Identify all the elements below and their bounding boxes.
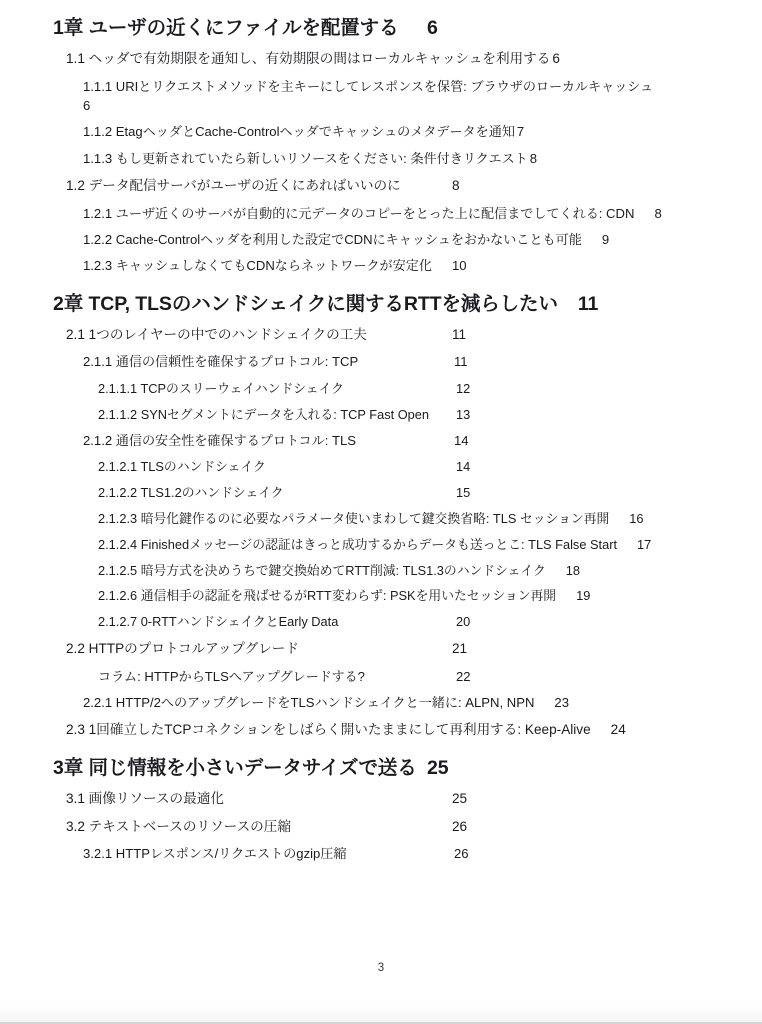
toc-entry-title: 2.1.2.7 0-RTTハンドシェイクとEarly Data (98, 614, 339, 630)
toc-entry-title: コラム: HTTPからTLSへアップグレードする? (98, 668, 365, 684)
toc-entry-page-number: 12 (456, 380, 471, 396)
toc-entry-title: 2.2 HTTPのプロトコルアップグレード (66, 641, 299, 657)
toc-entry[interactable] (0, 536, 762, 554)
toc-entry[interactable] (0, 177, 762, 195)
toc-entry-page-number: 23 (554, 695, 569, 711)
toc-entry-title: 2.1.2.3 暗号化鍵作るのに必要なパラメータ使いまわして鍵交換省略: TLS セッション再開 (98, 510, 610, 526)
toc-entry-title: 2.2.1 HTTP/2へのアップグレードをTLSハンドシェイクと一緒に: ALPN, NPN (83, 695, 535, 711)
toc-entry-title: 1.1 ヘッダで有効期限を通知し、有効期限の間はローカルキャッシュを利用する (66, 51, 551, 67)
toc-entry[interactable] (0, 613, 762, 631)
toc-entry-page-number: 20 (456, 614, 471, 630)
toc-entry-page-number: 6 (427, 17, 438, 39)
toc-entry[interactable] (0, 562, 762, 580)
toc-entry-page-number: 6 (83, 98, 91, 114)
toc-entry[interactable] (0, 380, 762, 398)
toc-entry-title: 3.2.1 HTTPレスポンス/リクエストのgzip圧縮 (83, 846, 347, 862)
toc-entry-page-number: 11 (452, 326, 467, 342)
toc-entry-title: 2.1.1.2 SYNセグメントにデータを入れる: TCP Fast Open (98, 406, 430, 422)
toc-entry[interactable] (0, 640, 762, 658)
toc-entry[interactable] (0, 150, 762, 168)
toc-entry[interactable] (0, 510, 762, 528)
toc-entry[interactable] (0, 231, 762, 249)
toc-entry-title: 2.3 1回確立したTCPコネクションをしばらく開いたままにして再利用する: Keep-Alive (66, 722, 591, 738)
toc-entry[interactable] (0, 123, 762, 141)
toc-entry-title: 2章 TCP, TLSのハンドシェイクに関するRTTを減らしたい (53, 292, 558, 315)
toc-entry[interactable] (0, 292, 762, 317)
toc-entry-page-number: 8 (654, 205, 662, 221)
toc-entry[interactable] (0, 694, 762, 712)
toc-entry-title: 2.1.2.1 TLSのハンドシェイク (98, 458, 266, 474)
toc-entry-page-number: 17 (637, 536, 652, 552)
toc-entry-title: 2.1.2 通信の安全性を確保するプロトコル: TLS (83, 432, 357, 448)
toc-entry-page-number: 8 (529, 150, 538, 166)
toc-entry[interactable] (0, 205, 762, 223)
toc-entry[interactable] (0, 818, 762, 836)
toc-entry-page-number: 8 (452, 178, 460, 194)
toc-entry-page-number: 7 (516, 124, 525, 140)
toc-entry[interactable] (0, 78, 762, 116)
toc-entry-page-number: 14 (454, 432, 469, 448)
toc-entry-title: 3章 同じ情報を小さいデータサイズで送る (53, 756, 417, 779)
toc-entry[interactable] (0, 790, 762, 808)
toc-entry-page-number: 13 (456, 406, 471, 422)
toc-entry-page-number: 26 (452, 818, 468, 834)
toc-entry-title: 1.1.2 EtagヘッダとCache-Controlヘッダでキャッシュのメタデータを通知 (83, 124, 515, 140)
toc-entry[interactable] (0, 484, 762, 502)
toc-entry-title: 2.1.1 通信の信頼性を確保するプロトコル: TCP (83, 354, 359, 370)
toc-entry[interactable] (0, 845, 762, 863)
toc-entry-title: 2.1.1.1 TCPのスリーウェイハンドシェイク (98, 380, 344, 396)
toc-entry[interactable] (0, 756, 762, 781)
toc-entry-page-number: 15 (456, 484, 471, 500)
toc-entry[interactable] (0, 668, 762, 686)
toc-entry-title: 1.2 データ配信サーバがユーザの近くにあればいいのに (66, 178, 401, 194)
toc-entry-title: 3.1 画像リソースの最適化 (66, 791, 224, 807)
toc-entry[interactable] (0, 721, 762, 739)
toc-entry-page-number: 24 (610, 722, 626, 738)
toc-entry[interactable] (0, 16, 762, 41)
toc-entry[interactable] (0, 458, 762, 476)
toc-entry-title: 2.1 1つのレイヤーの中でのハンドシェイクの工夫 (66, 326, 367, 342)
toc-entry-title: 1.2.1 ユーザ近くのサーバが自動的に元データのコピーをとった上に配信までしてくれる: CDN (83, 205, 635, 221)
toc-entry[interactable] (0, 326, 762, 344)
toc-entry-title: 1.2.2 Cache-Controlヘッダを利用した設定でCDNにキャッシュをおかないことも可能 (83, 231, 582, 247)
toc-entry-title: 1.1.1 URIとリクエストメソッドを主キーにしてレスポンスを保管: ブラウザのローカルキャッシュ (83, 78, 654, 94)
toc-entry-page-number: 9 (601, 231, 610, 247)
toc-entry-page-number: 11 (454, 354, 468, 370)
toc-entry-page-number: 6 (552, 51, 560, 67)
toc-entry-page-number: 25 (452, 791, 468, 807)
toc-entry-title: 2.1.2.2 TLS1.2のハンドシェイク (98, 484, 284, 500)
toc-entry-title: 3.2 テキストベースのリソースの圧縮 (66, 818, 291, 834)
toc-entry[interactable] (0, 432, 762, 450)
toc-entry-page-number: 16 (629, 510, 644, 526)
toc-entry[interactable] (0, 50, 762, 68)
toc-entry-page-number: 22 (456, 668, 471, 684)
toc-entry[interactable] (0, 353, 762, 371)
toc-entry-title: 1章 ユーザの近くにファイルを配置する (53, 17, 399, 39)
toc-entry-title: 1.2.3 キャッシュしなくてもCDNならネットワークが安定化 (83, 258, 432, 274)
toc-entry-title: 2.1.2.4 Finishedメッセージの認証はきっと成功するからデータも送っとこ: TLS False Start (98, 536, 618, 552)
toc-entry-page-number: 18 (565, 562, 581, 578)
toc-entry-page-number: 21 (452, 641, 468, 657)
toc-entry-page-number: 26 (454, 846, 469, 862)
toc-entry[interactable] (0, 257, 762, 275)
toc-entry[interactable] (0, 587, 762, 605)
toc-entry-title: 2.1.2.6 通信相手の認証を飛ばせるがRTT変わらず: PSKを用いたセッション再開 (98, 588, 557, 604)
toc-entry[interactable] (0, 406, 762, 424)
page-folio: 3 (377, 962, 385, 974)
toc-entry-page-number: 19 (576, 588, 591, 604)
toc-entry-title: 2.1.2.5 暗号方式を決めうちで鍵交換始めてRTT削減: TLS1.3のハンドシェイク (98, 562, 546, 578)
toc-entry-page-number: 14 (456, 458, 471, 474)
toc-entry-page-number: 11 (577, 292, 599, 315)
toc-entry-title: 1.1.3 もし更新されていたら新しいリソースをください: 条件付きリクエスト (83, 150, 528, 166)
toc-entry-page-number: 10 (451, 258, 467, 274)
toc-entry-page-number: 25 (427, 756, 449, 779)
